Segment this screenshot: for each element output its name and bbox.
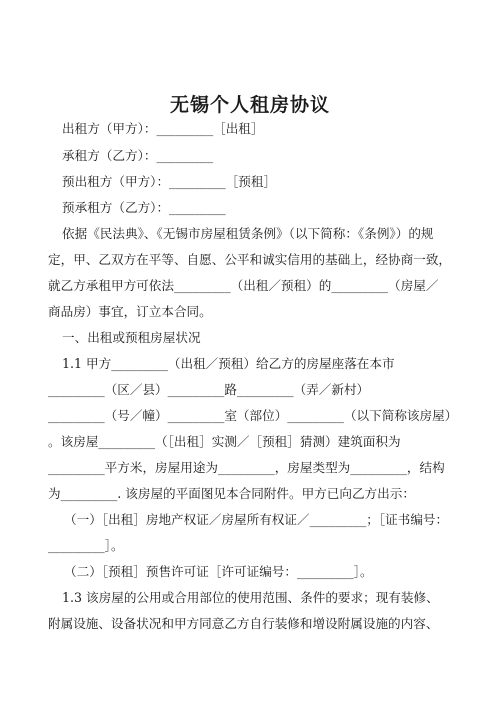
clause-1-1-line-1: 1.1 甲方_________（出租／预租）给乙方的房屋座落在本市 (62, 356, 395, 371)
clause-1-1-line-5: _________平方米，房屋用途为_________，房屋类型为_________，结构 (48, 460, 445, 475)
pre-lessor-line: 预出租方（甲方）：_________［预租］ (62, 174, 277, 189)
preamble-line-1: 依据《民法典》、《无锡市房屋租赁条例》（以下简称：《条例》）的规 (62, 226, 434, 241)
preamble-line-2: 定，甲、乙双方在平等、自愿、公平和诚实信用的基础上，经协商一致， (48, 252, 451, 267)
preamble-line-3: 就乙方承租甲方可依法_________（出租／预租）的_________（房屋／ (48, 278, 439, 293)
section-heading: 一、出租或预租房屋状况 (62, 330, 201, 345)
item-one-line-1: （一）［出租］房地产权证／房屋所有权证／_________；［证书编号： (64, 512, 449, 527)
preamble-line-4: 商品房）事宜，订立本合同。 (48, 304, 212, 319)
lessor-line: 出租方（甲方）：_________［出租］ (62, 121, 264, 136)
item-one-line-2: _________］。 (48, 538, 124, 553)
clause-1-3-line-1: 1.3 该房屋的公用或合用部位的使用范围、条件的要求；现有装修、 (62, 590, 439, 605)
document-title: 无锡个人租房协议 (169, 94, 330, 116)
clause-1-1-line-2: _________（区／县）_________路_________（弄／新村） (48, 382, 370, 397)
clause-1-1-line-6: 为_________. 该房屋的平面图见本合同附件。甲方已向乙方出示： (48, 486, 415, 501)
lessee-line: 承租方（乙方）：_________ (62, 148, 214, 163)
pre-lessee-line: 预承租方（乙方）：_________ (62, 200, 226, 215)
clause-1-3-line-2: 附属设施、设备状况和甲方同意乙方自行装修和增设附属设施的内容、 (48, 616, 439, 631)
clause-1-1-line-3: _________（号／幢）_________室（部位）_________（以下简称该房屋） (48, 408, 458, 423)
item-two-line: （二）［预租］预售许可证［许可证编号：_________］。 (64, 564, 373, 579)
clause-1-1-line-4: 。该房屋_________（［出租］实测／［预租］猜测）建筑面积为 (48, 434, 401, 449)
